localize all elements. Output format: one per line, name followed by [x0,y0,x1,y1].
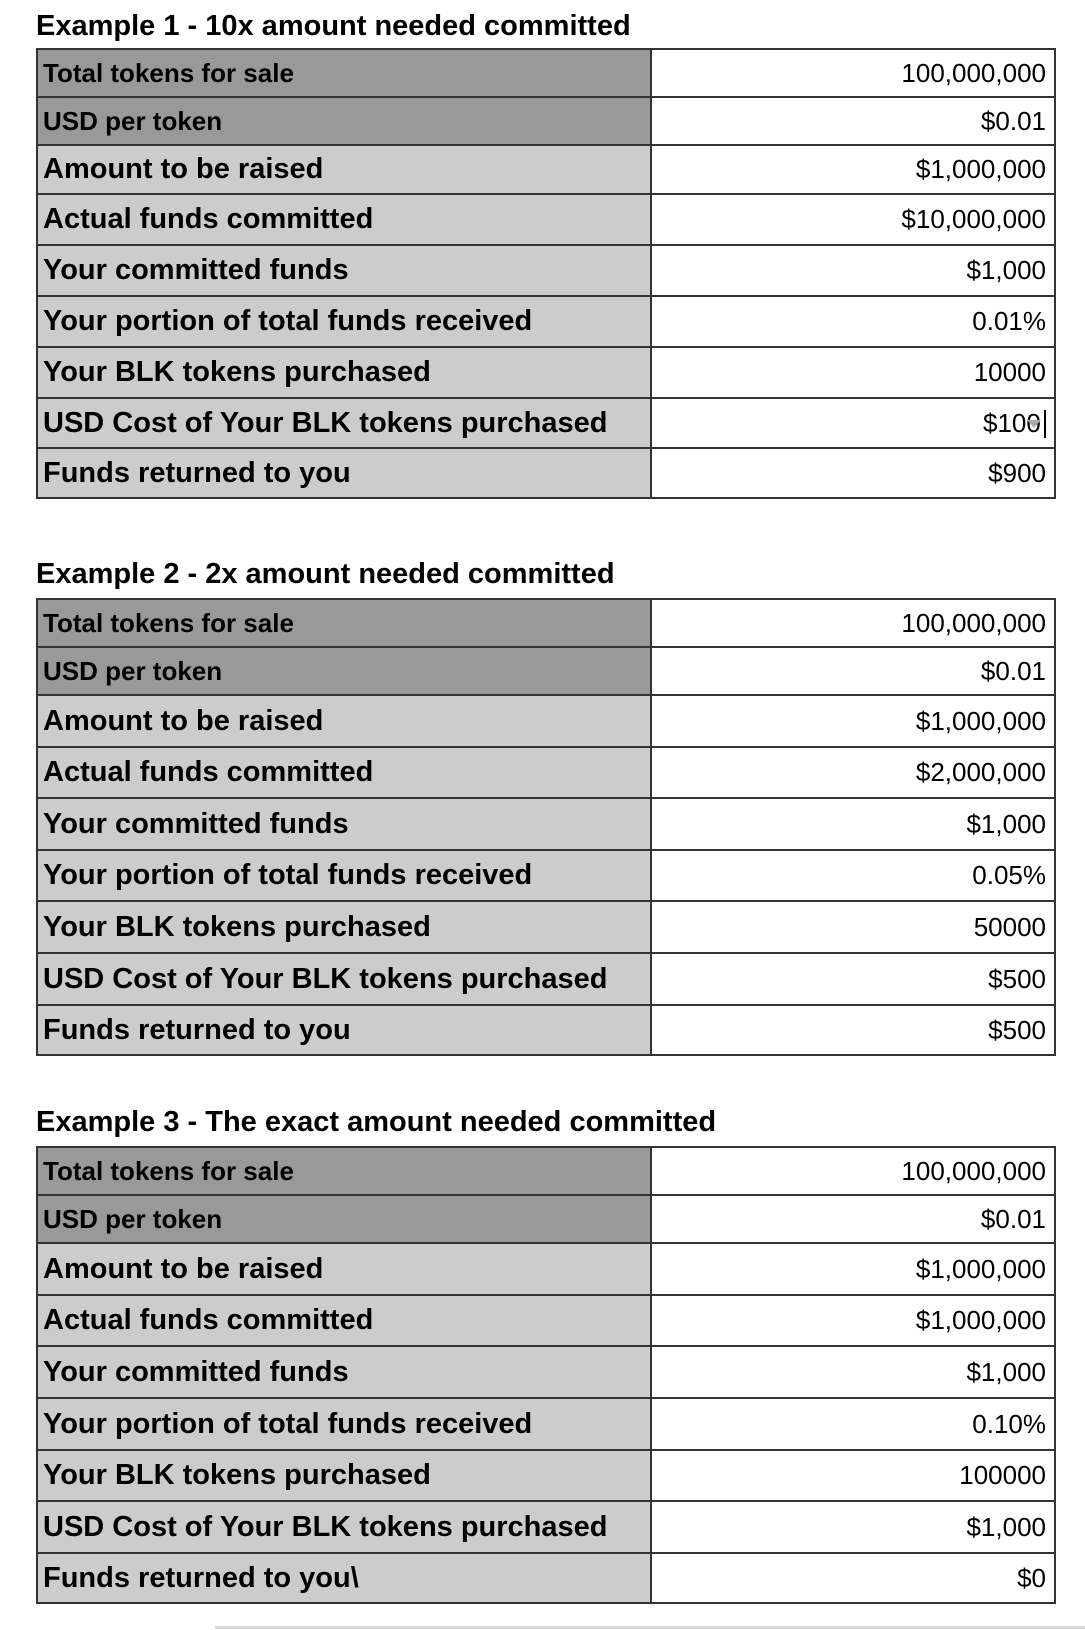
table-row [37,1147,1055,1195]
row-label[interactable]: Funds returned to you\ [37,1553,651,1603]
row-label[interactable]: Funds returned to you [37,448,651,498]
row-value[interactable]: $500 [651,953,1055,1005]
row-label[interactable]: USD per token [37,1195,651,1243]
selected-cell[interactable] [651,398,1055,448]
table-row [37,1501,1055,1553]
row-value[interactable]: $1,000,000 [651,1243,1055,1295]
table-row [37,850,1055,901]
row-value[interactable]: 100,000,000 [651,599,1055,647]
table-row [37,747,1055,798]
table-row [37,49,1055,97]
row-label[interactable]: USD Cost of Your BLK tokens purchased [37,953,651,1005]
row-label[interactable]: Your BLK tokens purchased [37,901,651,953]
row-label[interactable]: Total tokens for sale [37,599,651,647]
row-value[interactable]: 10000 [651,347,1055,398]
row-value[interactable]: 100,000,000 [651,1147,1055,1195]
table-row [37,1295,1055,1346]
table-row [37,1553,1055,1603]
row-label[interactable]: Amount to be raised [37,1243,651,1295]
table-row [37,647,1055,695]
row-label[interactable]: Your portion of total funds received [37,296,651,347]
row-label[interactable]: Your portion of total funds received [37,850,651,901]
row-value[interactable]: $1,000 [651,245,1055,296]
example-1-title: Example 1 - 10x amount needed committed [36,10,631,42]
row-value[interactable]: $0.01 [651,1195,1055,1243]
row-value[interactable]: 100000 [651,1450,1055,1501]
row-value[interactable]: $500 [651,1005,1055,1055]
row-label[interactable]: USD per token [37,97,651,145]
table-row [37,1398,1055,1450]
row-value[interactable]: 0.01% [651,296,1055,347]
table-row [37,1005,1055,1055]
table-row [37,1243,1055,1295]
row-value[interactable]: $0.01 [651,647,1055,695]
row-label[interactable]: Your portion of total funds received [37,1398,651,1450]
row-value: $100 [983,408,1041,439]
row-label[interactable]: Total tokens for sale [37,1147,651,1195]
row-label[interactable]: USD per token [37,647,651,695]
table-row [37,347,1055,398]
row-label[interactable]: Your committed funds [37,1346,651,1398]
table-row [37,953,1055,1005]
table-row [37,145,1055,194]
row-label[interactable]: Your committed funds [37,245,651,296]
row-label[interactable]: Funds returned to you [37,1005,651,1055]
row-value[interactable]: 50000 [651,901,1055,953]
text-cursor-icon [1044,410,1046,438]
table-row [37,448,1055,498]
row-value[interactable]: $10,000,000 [651,194,1055,245]
table-row [37,1195,1055,1243]
row-value[interactable]: $1,000 [651,1346,1055,1398]
row-label[interactable]: Your BLK tokens purchased [37,347,651,398]
table-row [37,695,1055,747]
example-2-title: Example 2 - 2x amount needed committed [36,558,615,590]
table-row [37,798,1055,850]
row-value[interactable]: $1,000 [651,1501,1055,1553]
row-label[interactable]: Your BLK tokens purchased [37,1450,651,1501]
example-3-table [36,1146,1056,1604]
dropdown-arrow-icon[interactable] [1027,420,1041,428]
row-value[interactable]: 0.05% [651,850,1055,901]
row-value[interactable]: $2,000,000 [651,747,1055,798]
row-value[interactable]: $0 [651,1553,1055,1603]
row-label[interactable]: Amount to be raised [37,145,651,194]
row-value[interactable]: $900 [651,448,1055,498]
row-label[interactable]: Your committed funds [37,798,651,850]
table-row [37,1450,1055,1501]
table-row [37,97,1055,145]
row-value[interactable]: $1,000,000 [651,1295,1055,1346]
table-row [37,398,1055,448]
row-label[interactable]: Actual funds committed [37,747,651,798]
table-row [37,1346,1055,1398]
table-row [37,296,1055,347]
bottom-divider [215,1626,1085,1629]
row-value[interactable]: $1,000,000 [651,145,1055,194]
row-value[interactable]: $1,000,000 [651,695,1055,747]
example-1-table [36,48,1056,499]
row-label[interactable]: Actual funds committed [37,194,651,245]
table-row [37,245,1055,296]
example-2-table [36,598,1056,1056]
row-label[interactable]: Total tokens for sale [37,49,651,97]
row-label[interactable]: Actual funds committed [37,1295,651,1346]
row-label[interactable]: Amount to be raised [37,695,651,747]
row-label[interactable]: USD Cost of Your BLK tokens purchased [37,1501,651,1553]
cell-dropdown[interactable] [983,407,1046,440]
table-row [37,194,1055,245]
example-3-title: Example 3 - The exact amount needed committed [36,1106,717,1138]
row-value[interactable]: 0.10% [651,1398,1055,1450]
row-value[interactable]: $0.01 [651,97,1055,145]
row-label[interactable]: USD Cost of Your BLK tokens purchased [37,398,651,448]
row-value[interactable]: $1,000 [651,798,1055,850]
row-value[interactable]: 100,000,000 [651,49,1055,97]
table-row [37,901,1055,953]
table-row [37,599,1055,647]
